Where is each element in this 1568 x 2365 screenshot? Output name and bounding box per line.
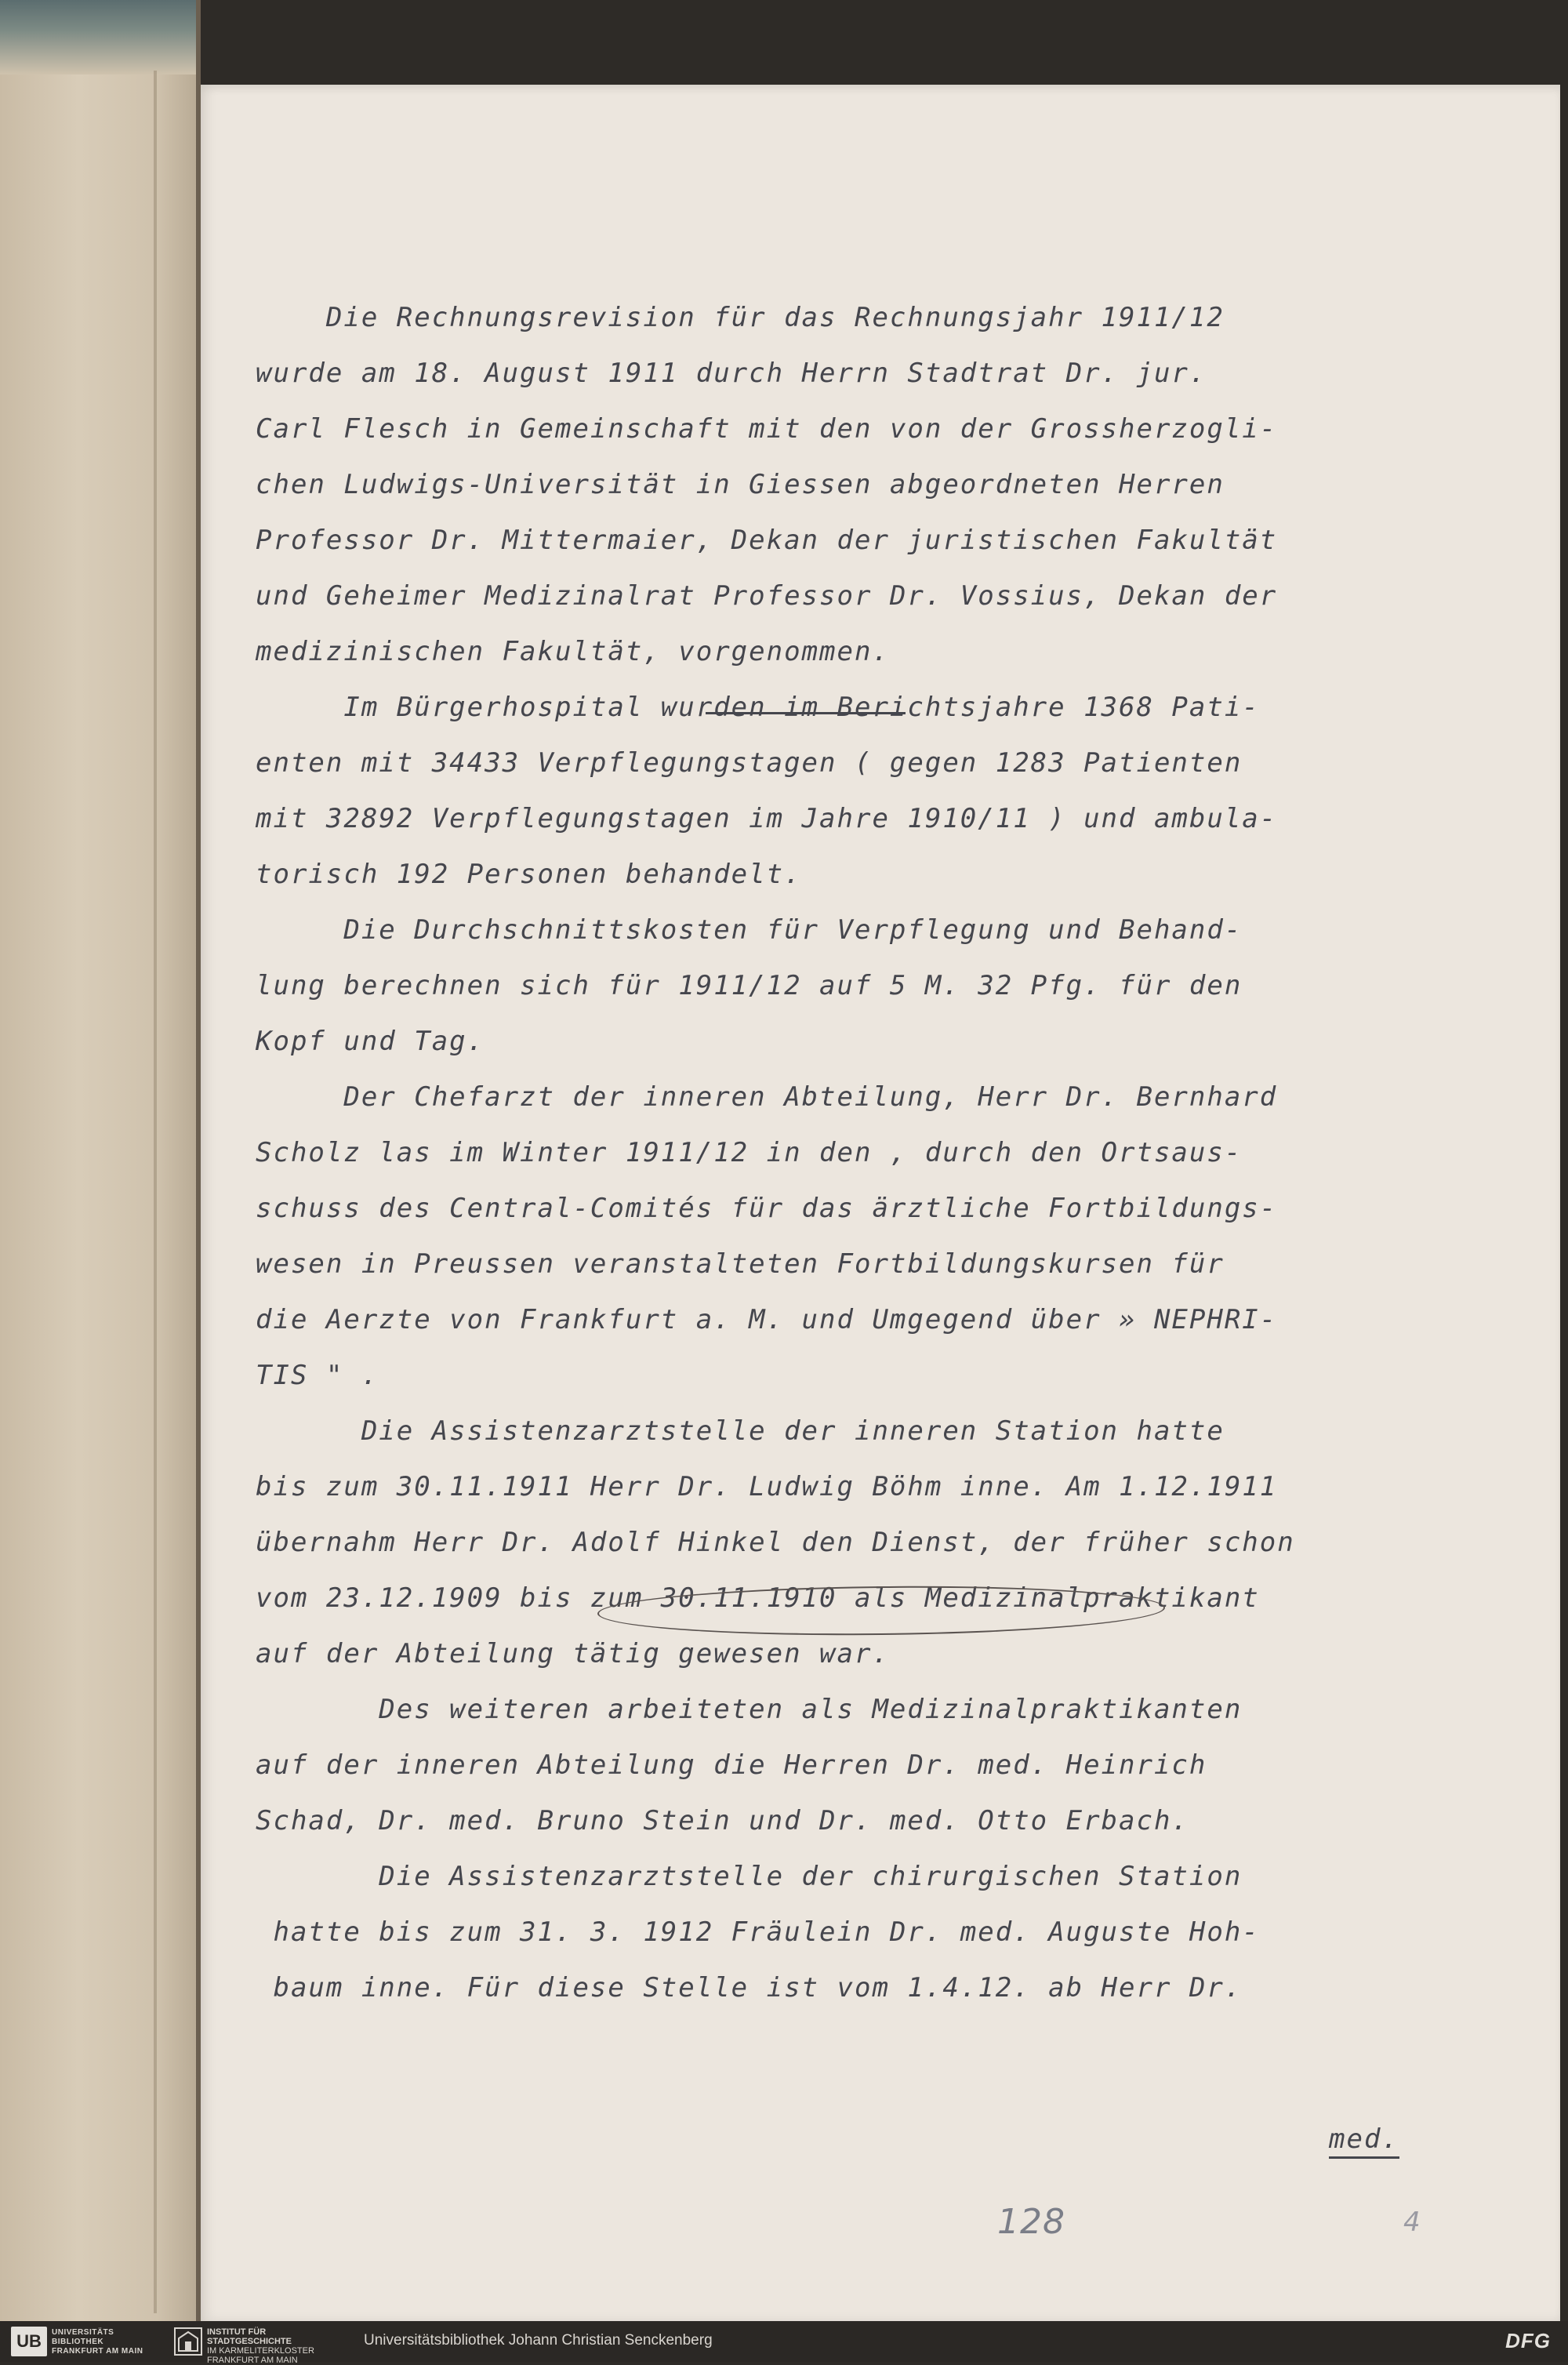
text-line: Die Durchschnittskosten für Verpflegung und Behand- <box>256 914 1243 946</box>
previous-page-edge <box>0 0 198 2321</box>
text-line: Professor Dr. Mittermaier, Dekan der juristischen Fakultät <box>256 525 1278 556</box>
ub-logo: UB <box>11 2327 47 2356</box>
text-line: die Aerzte von Frankfurt a. M. und Umgegend über » NEPHRI- <box>256 1304 1278 1335</box>
institute-subtitle: IM KARMELITERKLOSTER FRANKFURT AM MAIN <box>207 2346 314 2365</box>
text-line: lung berechnen sich für 1911/12 auf 5 M. 32 Pfg. für den <box>256 970 1243 1001</box>
text-line: Kopf und Tag. <box>256 1026 485 1057</box>
text-line: auf der inneren Abteilung die Herren Dr. med. Heinrich <box>256 1749 1207 1781</box>
text-line: Carl Flesch in Gemeinschaft mit den von der Grossherzogli- <box>256 413 1278 445</box>
ub-text: UNIVERSITÄTS BIBLIOTHEK FRANKFURT AM MAIN <box>52 2328 143 2356</box>
text-line: auf der Abteilung tätig gewesen war. <box>256 1638 890 1669</box>
pencil-mark: 4 <box>1403 2207 1421 2238</box>
page-fold <box>154 71 157 2313</box>
dfg-logo: DFG <box>1505 2329 1551 2352</box>
pencil-page-number: 128 <box>997 2202 1065 2242</box>
text-line: Des weiteren arbeiteten als Medizinalpraktikanten <box>256 1694 1243 1725</box>
viewer-footer <box>0 2321 1568 2365</box>
text-line: chen Ludwigs-Universität in Giessen abgeordneten Herren <box>256 469 1225 500</box>
text-line: Die Assistenzarztstelle der inneren Station hatte <box>256 1415 1225 1447</box>
text-line: übernahm Herr Dr. Adolf Hinkel den Dienst, der früher schon <box>256 1527 1295 1558</box>
typewritten-text <box>256 290 1479 2016</box>
text-line: torisch 192 Personen behandelt. <box>256 859 802 890</box>
text-line: mit 32892 Verpflegungstagen im Jahre 1910/11 ) und ambula- <box>256 803 1278 834</box>
book-cover-edge <box>0 0 196 74</box>
text-line: vom 23.12.1909 bis zum 30.11.1910 als Medizinalpraktikant <box>256 1582 1260 1614</box>
text-line: enten mit 34433 Verpflegungstagen ( gegen 1283 Patienten <box>256 747 1243 779</box>
institute-building-icon <box>174 2327 202 2356</box>
institute-text <box>207 2327 314 2365</box>
text-line: wurde am 18. August 1911 durch Herrn Stadtrat Dr. jur. <box>256 358 1207 389</box>
text-line: medizinischen Fakultät, vorgenommen. <box>256 636 890 667</box>
text-line: Die Assistenzarztstelle der chirurgischen Station <box>256 1861 1243 1892</box>
institute-title: INSTITUT FÜR STADTGESCHICHTE <box>207 2327 292 2346</box>
text-line: bis zum 30.11.1911 Herr Dr. Ludwig Böhm inne. Am 1.12.1911 <box>256 1471 1278 1502</box>
text-line: baum inne. Für diese Stelle ist vom 1.4.12. ab Herr Dr. <box>256 1972 1243 2004</box>
text-line: TIS " . <box>256 1360 379 1391</box>
text-line: wesen in Preussen veranstalteten Fortbildungskursen für <box>256 1248 1225 1280</box>
text-line: Die Rechnungsrevision für das Rechnungsjahr 1911/12 <box>256 302 1225 333</box>
text-line: Im Bürgerhospital wurden im Berichtsjahre 1368 Pati- <box>256 692 1260 723</box>
section-divider <box>706 712 906 714</box>
text-line: Der Chefarzt der inneren Abteilung, Herr Dr. Bernhard <box>256 1081 1278 1113</box>
library-name: Universitätsbibliothek Johann Christian Senckenberg <box>364 2332 713 2349</box>
catchword: med. <box>1329 2122 1399 2159</box>
text-line: hatte bis zum 31. 3. 1912 Fräulein Dr. med. Auguste Hoh- <box>256 1916 1260 1948</box>
text-line: Schad, Dr. med. Bruno Stein und Dr. med. Otto Erbach. <box>256 1805 1189 1836</box>
text-line: Scholz las im Winter 1911/12 in den , durch den Ortsaus- <box>256 1137 1243 1168</box>
text-line: und Geheimer Medizinalrat Professor Dr. Vossius, Dekan der <box>256 580 1278 612</box>
text-line: schuss des Central-Comités für das ärztliche Fortbildungs- <box>256 1193 1278 1224</box>
